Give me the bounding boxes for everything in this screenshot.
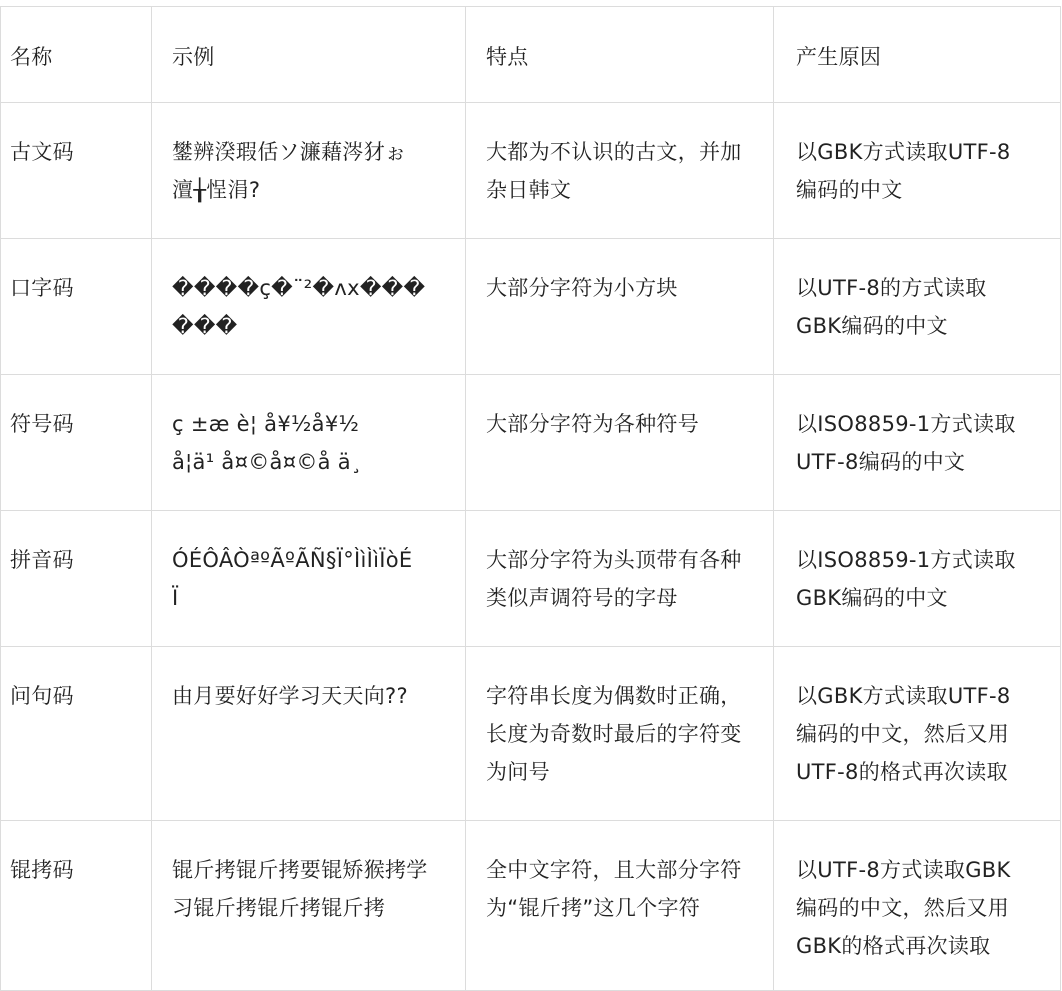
row-cause: 以GBK方式读取UTF-8 编码的中文，然后又用 UTF-8的格式再次读取 [774,647,1061,821]
row-example: 由月要好好学习天天向?? [152,647,466,821]
row-example: ÓÉÔÂÒªºÃºÃÑ§Ï°ÌìÌìÏòÉ Ï [152,511,466,647]
table-row [1,511,1061,647]
row-name: 古文码 [1,103,152,239]
row-example: 鐢辨湀瑕佸ソ濂藉涔犲ぉ 澶╁悜涓? [152,103,466,239]
row-example: ç ±æ è¦ å¥½å¥½ å¦ä¹ å¤©å¤©å ä¸ [152,375,466,511]
row-example: ����ç�¨²�ʌx��� ��� [152,239,466,375]
table-row [1,375,1061,511]
row-feature: 大都为不认识的古文，并加 杂日韩文 [466,103,774,239]
table-row [1,647,1061,821]
row-feature: 大部分字符为小方块 [466,239,774,375]
row-cause: 以UTF-8的方式读取 GBK编码的中文 [774,239,1061,375]
row-example: 锟斤拷锟斤拷要锟矫猴拷学 习锟斤拷锟斤拷锟斤拷 [152,821,466,991]
table-row [1,821,1061,991]
row-cause: 以GBK方式读取UTF-8 编码的中文 [774,103,1061,239]
row-name: 锟拷码 [1,821,152,991]
row-feature: 字符串长度为偶数时正确， 长度为奇数时最后的字符变 为问号 [466,647,774,821]
row-name: 口字码 [1,239,152,375]
header-name: 名称 [1,7,152,103]
row-feature: 全中文字符，且大部分字符 为“锟斤拷”这几个字符 [466,821,774,991]
header-cause: 产生原因 [774,7,1061,103]
row-cause: 以ISO8859-1方式读取 UTF-8编码的中文 [774,375,1061,511]
row-name: 符号码 [1,375,152,511]
table-row [1,103,1061,239]
encoding-garble-table [0,6,1061,991]
row-name: 拼音码 [1,511,152,647]
row-feature: 大部分字符为各种符号 [466,375,774,511]
header-feature: 特点 [466,7,774,103]
row-name: 问句码 [1,647,152,821]
table-row [1,239,1061,375]
header-example: 示例 [152,7,466,103]
table-header-row [1,7,1061,103]
row-cause: 以UTF-8方式读取GBK 编码的中文，然后又用 GBK的格式再次读取 [774,821,1061,991]
row-cause: 以ISO8859-1方式读取 GBK编码的中文 [774,511,1061,647]
row-feature: 大部分字符为头顶带有各种 类似声调符号的字母 [466,511,774,647]
